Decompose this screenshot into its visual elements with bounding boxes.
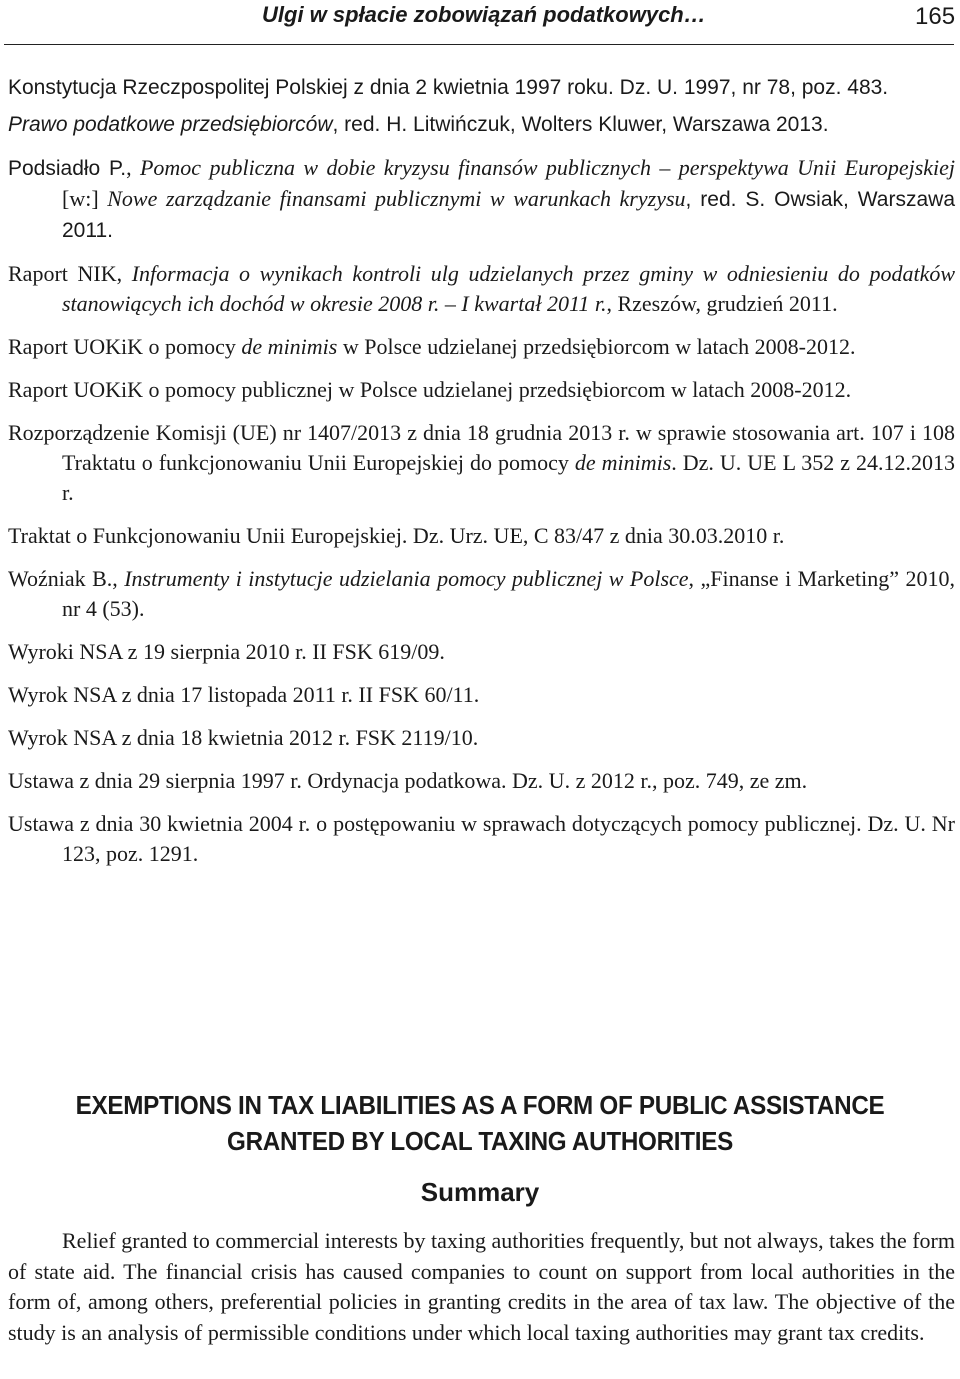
entry-text-run: Prawo podatkowe przedsiębiorców [8, 113, 333, 136]
entry-text-run: , „Finanse i Marketing” 2010, nr 4 (53). [62, 566, 955, 621]
bibliography-entry [8, 680, 955, 710]
bibliography-entry [8, 418, 955, 508]
entry-text-run: Konstytucja Rzeczpospolitej Polskiej z dnia 2 kwietnia 1997 roku. Dz. U. 1997, nr 78, poz. 483. [8, 76, 889, 99]
entry-text-run: w Polsce udzielanej przedsiębiorcom w latach 2008-2012. [337, 334, 856, 359]
entry-text-run: Raport NIK, [8, 261, 132, 286]
bibliography-entry [8, 723, 955, 753]
running-title: Ulgi w spłacie zobowiązań podatkowych… [262, 2, 706, 27]
page-number: 165 [915, 3, 956, 30]
bibliography-list [8, 72, 955, 869]
bibliography-entry [8, 153, 955, 246]
entry-text-run: Raport UOKiK o pomocy [8, 334, 242, 359]
entry-text-run: Informacja o wynikach kontroli ulg udzielanych przez gminy w odniesieniu do podatków stanowiących ich dochód w okresie 2008 r. – I kwartał 2011 r. [62, 261, 956, 316]
entry-text-run: Woźniak B. [8, 566, 113, 591]
entry-text-run: , Rzeszów, grudzień 2011. [606, 291, 838, 316]
entry-text-run: de minimis [241, 334, 338, 359]
bibliography-entry [8, 637, 955, 667]
summary-paragraph: Relief granted to commercial interests by taxing authorities frequently, but not always, takes the form of state aid. The financial crisis has caused companies to count on support from local authorities in the form of, among others, preferential policies in granting credits in the area of tax law. The objective of the study is an analysis of permissible conditions under which local taxing authorities may grant tax credits. [8, 1228, 955, 1345]
running-header [0, 0, 960, 46]
entry-text-run: Traktat o Funkcjonowaniu Unii Europejskiej. Dz. Urz. UE, C 83/47 z dnia 30.03.2010 r. [8, 523, 785, 548]
bibliography-entry [8, 332, 955, 362]
bibliography-entry [8, 766, 955, 796]
english-title-line-2: GRANTED BY LOCAL TAXING AUTHORITIES [227, 1128, 733, 1156]
summary-heading: Summary [420, 1177, 540, 1207]
entry-text-run: . Dz. U. UE L 352 z 24.12.2013 r. [62, 450, 955, 505]
entry-text-run: Podsiadło P. [8, 157, 127, 180]
entry-text-run: , [126, 155, 140, 180]
entry-text-run: Ustawa z dnia 30 kwietnia 2004 r. o postępowaniu w sprawach dotyczących pomocy publicznej. Dz. U. Nr 123, poz. 1291. [8, 811, 955, 866]
entry-text-run: Wyrok NSA z dnia 18 kwietnia 2012 r. FSK 2119/10. [8, 725, 479, 750]
bibliography-entry [8, 109, 955, 140]
entry-text-run: Instrumenty i instytucje udzielania pomocy publicznej w Polsce [124, 566, 689, 591]
entry-text-run: Raport UOKiK o pomocy publicznej w Polsce udzielanej przedsiębiorcom w latach 2008-2012. [8, 377, 852, 402]
bibliography-entry [8, 259, 955, 319]
entry-text-run: Wyroki NSA z 19 sierpnia 2010 r. II FSK 619/09. [8, 639, 445, 664]
english-title-line-1: EXEMPTIONS IN TAX LIABILITIES AS A FORM OF PUBLIC ASSISTANCE [75, 1092, 885, 1120]
entry-text-run: , red. S. Owsiak, Warszawa 2011. [62, 188, 955, 242]
entry-text-run: , red. H. Litwińczuk, Wolters Kluwer, Warszawa 2013. [332, 113, 829, 136]
entry-text-run: Pomoc publiczna w dobie kryzysu finansów publicznych – perspektywa Unii Europejskiej [139, 155, 956, 180]
bibliography-entry [8, 72, 955, 103]
entry-text-run: Ustawa z dnia 29 sierpnia 1997 r. Ordynacja podatkowa. Dz. U. z 2012 r., poz. 749, ze zm. [8, 768, 808, 793]
header-rule [4, 44, 954, 45]
entry-text-run: Rozporządzenie Komisji (UE) nr 1407/2013 z dnia 18 grudnia 2013 r. w sprawie stosowania art. 107 i 108 Traktatu o funkcjonowaniu Unii Europejskiej do pomocy [8, 420, 955, 475]
entry-text-run: , [112, 566, 125, 591]
entry-text-run: Wyrok NSA z dnia 17 listopada 2011 r. II FSK 60/11. [8, 682, 480, 707]
entry-text-run: [w:] [62, 186, 108, 211]
bibliography-entry [8, 375, 955, 405]
bibliography-entry [8, 809, 955, 869]
english-title-block [0, 1088, 960, 1208]
entry-text-run: de minimis [574, 450, 672, 475]
bibliography-entry [8, 521, 955, 551]
entry-text-run: Nowe zarządzanie finansami publicznymi w warunkach kryzysu [107, 186, 686, 211]
bibliography-entry [8, 564, 955, 624]
